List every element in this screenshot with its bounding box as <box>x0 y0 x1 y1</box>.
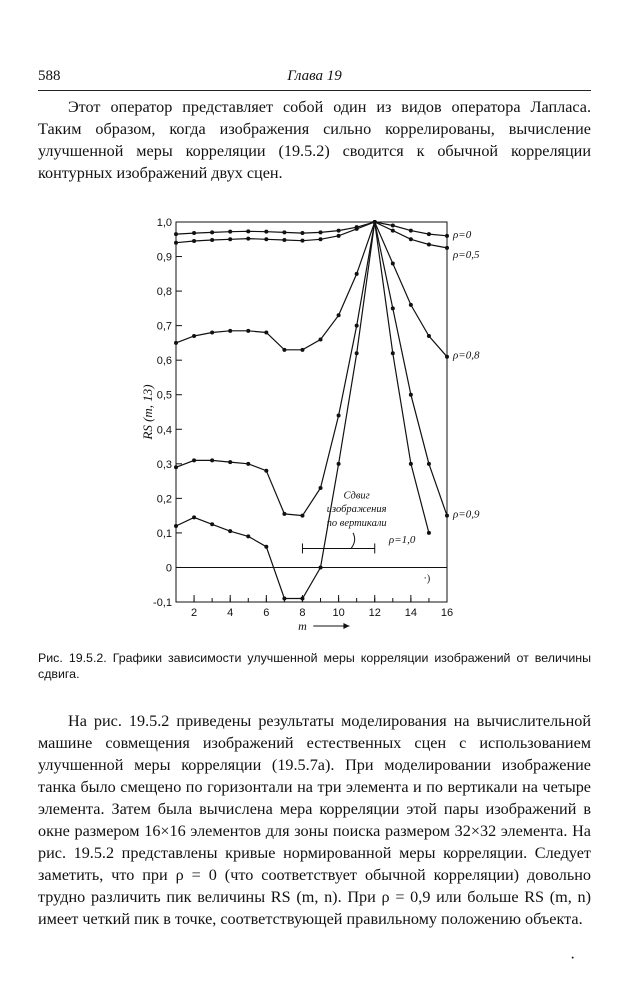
series-point <box>246 462 250 466</box>
series-point <box>300 514 304 518</box>
shift-annotation-text: по вертикали <box>326 518 387 529</box>
series-point <box>391 351 395 355</box>
series-point <box>174 465 178 469</box>
y-tick-label: 0,9 <box>156 251 172 264</box>
series-point <box>228 329 232 333</box>
series-point <box>228 529 232 533</box>
series-point <box>264 237 268 241</box>
y-tick-label: 0,4 <box>156 424 172 437</box>
series-point <box>192 231 196 235</box>
figure-caption: Рис. 19.5.2. Графики зависимости улучшенной меры корреляции изображений от величины сдвига. <box>38 651 591 681</box>
shift-annotation-text: Сдвиг <box>343 490 370 502</box>
y-tick-label: 0,1 <box>156 527 172 540</box>
x-tick-label: 8 <box>299 607 306 619</box>
header-rule <box>38 90 591 91</box>
series-point <box>264 469 268 473</box>
series-point <box>391 223 395 227</box>
series-point <box>337 413 341 417</box>
page-header <box>38 68 591 88</box>
series-line <box>176 222 447 516</box>
series-point <box>210 458 214 462</box>
series-point <box>246 237 250 241</box>
series-point <box>337 229 341 233</box>
series-point <box>264 331 268 335</box>
shift-leader <box>351 533 355 549</box>
series-label: ρ=1,0 <box>388 533 416 546</box>
series-point <box>391 229 395 233</box>
x-tick-label: 14 <box>404 607 417 619</box>
series-point <box>282 230 286 234</box>
series-point <box>210 238 214 242</box>
body-paragraph: На рис. 19.5.2 приведены результаты моделирования на вычислительной машине совмещения изображений естественных сцен с использованием улучшенной меры корреляции (19.5.7а). При моделировании изображение танка было смещено по горизонтали на три элемента и по вертикали на четыре элемента. Затем была вычислена мера корреляции этой пары изображений в окне размером 16×16 элементов для зоны поиска размером 32×32 элемента. На рис. 19.5.2 представлены кривые нормированной меры корреляции. Следует заметить, что при ρ = 0 (что соответствует обычной корреляции) довольно трудно различить пик величины RS (m, n). При ρ = 0,9 или больше RS (m, n) имеет четкий пик в точке, соответствующей правильному положению объекта. <box>38 712 591 928</box>
series-line <box>176 222 447 248</box>
series-point <box>391 261 395 265</box>
series-point <box>264 230 268 234</box>
series-point <box>192 458 196 462</box>
series-point <box>445 514 449 518</box>
y-tick-label: 0,6 <box>156 355 172 368</box>
series-point <box>355 227 359 231</box>
y-tick-label: 0,2 <box>156 493 172 506</box>
series-point <box>264 545 268 549</box>
series-label: ρ=0,9 <box>453 508 480 521</box>
series-label: ρ=0 <box>453 228 472 241</box>
series-point <box>174 241 178 245</box>
x-tick-label: 2 <box>191 607 198 619</box>
y-tick-label: 0 <box>165 562 172 575</box>
series-point <box>246 534 250 538</box>
series-point <box>192 334 196 338</box>
series-point <box>192 515 196 519</box>
series-point <box>319 486 323 490</box>
series-point <box>427 334 431 338</box>
x-axis-label: m <box>298 619 307 630</box>
y-tick-label: 1,0 <box>156 217 172 229</box>
series-point <box>409 462 413 466</box>
x-tick-label: 6 <box>263 607 270 619</box>
x-axis-arrow-head <box>343 623 349 629</box>
shift-annotation-text: изображения <box>326 504 387 516</box>
series-point <box>373 220 377 224</box>
series-point <box>228 460 232 464</box>
x-tick-label: 4 <box>227 607 234 619</box>
series-point <box>300 239 304 243</box>
series-point <box>337 313 341 317</box>
y-tick-label: 0,5 <box>156 389 172 402</box>
series-point <box>355 324 359 328</box>
x-tick-label: 10 <box>332 607 345 619</box>
series-point <box>246 329 250 333</box>
series-point <box>427 232 431 236</box>
y-tick-label: 0,7 <box>156 320 172 333</box>
series-point <box>319 337 323 341</box>
y-tick-label: 0,3 <box>156 458 172 471</box>
page-number: 588 <box>38 68 61 84</box>
series-point <box>300 231 304 235</box>
chapter-title: Глава 19 <box>287 68 342 84</box>
series-point <box>409 237 413 241</box>
series-label: ρ=0,8 <box>453 349 480 362</box>
series-point <box>210 522 214 526</box>
x-tick-label: 12 <box>368 607 381 619</box>
series-point <box>174 524 178 528</box>
series-point <box>319 565 323 569</box>
series-point <box>210 230 214 234</box>
footer-mark: · <box>570 950 576 967</box>
chart-labels <box>140 229 480 630</box>
figure-correlation-chart <box>140 210 480 630</box>
series-point <box>174 232 178 236</box>
stray-annotation: ·) <box>423 573 431 585</box>
series-point <box>337 462 341 466</box>
series-point <box>445 234 449 238</box>
series-point <box>246 229 250 233</box>
series-point <box>210 331 214 335</box>
chart-ticks <box>153 217 453 619</box>
x-tick-label: 16 <box>440 607 454 619</box>
series-point <box>319 237 323 241</box>
series-point <box>409 303 413 307</box>
series-point <box>445 246 449 250</box>
series-point <box>427 462 431 466</box>
series-point <box>192 239 196 243</box>
series-line <box>176 222 447 357</box>
series-label: ρ=0,5 <box>453 248 480 261</box>
series-point <box>337 234 341 238</box>
series-point <box>427 531 431 535</box>
series-point <box>282 512 286 516</box>
series-point <box>228 230 232 234</box>
series-point <box>427 242 431 246</box>
series-point <box>445 355 449 359</box>
series-point <box>282 348 286 352</box>
chart-svg <box>140 210 480 630</box>
series-point <box>300 348 304 352</box>
series-point <box>355 272 359 276</box>
series-point <box>319 230 323 234</box>
series-point <box>228 237 232 241</box>
series-point <box>409 393 413 397</box>
y-tick-label: -0,1 <box>153 597 172 609</box>
series-point <box>409 229 413 233</box>
series-point <box>391 306 395 310</box>
intro-paragraph: Этот оператор представляет собой один из видов оператора Лапласа. Таким образом, когда изображения сильно коррелированы, вычисление улучшенной меры корреляции (19.5.2) сводится к обычной корреляции контурных изображений двух сцен. <box>38 98 591 182</box>
series-point <box>174 341 178 345</box>
series-point <box>282 238 286 242</box>
series-point <box>355 351 359 355</box>
series-line <box>176 222 447 236</box>
y-tick-label: 0,8 <box>156 286 172 299</box>
y-axis-label: RS (m, 13) <box>140 384 155 440</box>
